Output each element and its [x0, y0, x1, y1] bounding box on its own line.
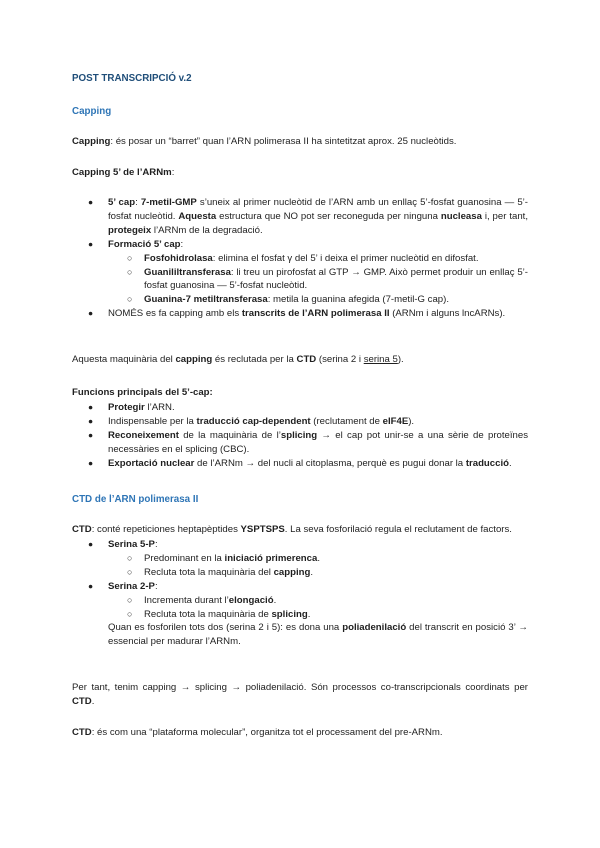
- list-item: ● Serina 5-P: ○ Predominant en la iniciació primerenca. ○ Recluta tota la maquinària del capping.: [72, 538, 528, 580]
- bullet-icon: ●: [88, 238, 94, 249]
- serina2-sublist: [72, 594, 528, 622]
- ctd-summary: Per tant, tenim capping → splicing → poliadenilació. Són processos co-transcripcionals coordinats per CTD.: [72, 682, 528, 707]
- bullet-icon: ●: [88, 539, 94, 549]
- list-item: ● Protegir l’ARN.: [88, 402, 175, 413]
- capping-5-subheading: Capping 5’ de l’ARNm:: [72, 167, 175, 178]
- list-item: ● Exportació nuclear de l’ARNm → del nucli al citoplasma, perquè es pugui donar la traducció.: [88, 457, 512, 469]
- ctd-serine-list: [72, 538, 528, 649]
- bullet-icon: ●: [88, 429, 94, 440]
- serina5-sublist: [72, 552, 528, 580]
- bullet-icon: ●: [88, 457, 94, 468]
- section-heading-ctd: CTD de l’ARN polimerasa II: [72, 494, 199, 505]
- bullet-icon: ●: [88, 415, 94, 426]
- list-item: ● Reconeixement de la maquinària de l’splicing → el cap pot unir-se a una sèrie de proteïnes necessàries en el splicing (CBC).: [88, 429, 528, 455]
- circle-bullet-icon: ○: [127, 294, 133, 305]
- list-item: ● NOMÉS es fa capping amb els transcrits de l’ARN polimerasa II (ARNm i alguns lncARNs).: [88, 308, 506, 320]
- list-item: ● Indispensable per la traducció cap-dependent (reclutament de eIF4E).: [88, 415, 415, 427]
- bullet-icon: ●: [88, 197, 94, 207]
- list-item: ○ Predominant en la iniciació primerenca.: [127, 552, 320, 564]
- list-item: ● Serina 2-P: ○ Incrementa durant l’elongació. ○ Recluta tota la maquinària de splicing. Quan es fosforilen tots dos (serina 2 i 5): es dona una poliadenilació del transcrit en posició 3’ → essencial per madurar l’ARNm.: [72, 580, 528, 650]
- circle-bullet-icon: ○: [127, 266, 133, 277]
- list-item: ○ Recluta tota la maquinària de splicing.: [127, 608, 311, 620]
- bullet-icon: ●: [88, 402, 94, 412]
- list-item: ● Formació 5’ cap: ○ Fosfohidrolasa: elimina el fosfat γ del 5’ i deixa el primer nucleòtid en difosfat. ○ Guanililtransferasa: li treu un pirofosfat al GTP → GMP. Això permet produir un enllaç 5’-fosfat guanosina — 5’-fosfat nucleòtid. ○ Guanina-7 metiltransferasa: metila la guanina afegida (7-metil-G cap).: [72, 238, 528, 308]
- list-item: ○ Guanina-7 metiltransferasa: metila la guanina afegida (7-metil-G cap).: [127, 294, 450, 306]
- capping-recruitment: Aquesta maquinària del capping és reclutada per la CTD (serina 2 i serina 5).: [72, 354, 404, 365]
- list-item: ○ Guanililtransferasa: li treu un pirofosfat al GTP → GMP. Això permet produir un enllaç 5’-fosfat guanosina — 5’-fosfat nucleòtid.: [127, 266, 528, 292]
- funcions-heading: Funcions principals del 5’-cap:: [72, 387, 213, 398]
- section-heading-capping: Capping: [72, 106, 112, 117]
- capping-definition: Capping: és posar un “barret” quan l’ARN polimerasa II ha sintetitzat aprox. 25 nucleòtids.: [72, 136, 457, 147]
- list-item: ● 5’ cap: 7-metil-GMP s’uneix al primer nucleòtid de l’ARN amb un enllaç 5’-fosfat guanosina — 5’-fosfat nucleòtid. Aquesta estructura que NO pot ser reconeguda per ninguna nucleasa i, per tant, protegeix l’ARNm de la degradació.: [88, 197, 528, 236]
- bullet-icon: ●: [88, 308, 94, 319]
- list-item: ○ Incrementa durant l’elongació.: [127, 594, 277, 606]
- list-item: ○ Fosfohidrolasa: elimina el fosfat γ del 5’ i deixa el primer nucleòtid en difosfat.: [127, 252, 479, 264]
- circle-bullet-icon: ○: [127, 608, 133, 619]
- ctd-intro: CTD: conté repeticiones heptapèptides YSPTSPS. La seva fosforilació regula el reclutament de factors.: [72, 524, 512, 535]
- circle-bullet-icon: ○: [127, 594, 133, 605]
- funcions-list: [72, 401, 528, 471]
- circle-bullet-icon: ○: [127, 252, 133, 263]
- ctd-platform: CTD: és com una “plataforma molecular”, organitza tot el processament del pre-ARNm.: [72, 727, 443, 738]
- circle-bullet-icon: ○: [127, 552, 133, 563]
- document-title: POST TRANSCRIPCIÓ v.2: [72, 73, 192, 84]
- bullet-icon: ●: [88, 580, 94, 591]
- capping-bullet-list: [72, 196, 528, 321]
- list-item: ○ Recluta tota la maquinària del capping.: [127, 566, 314, 578]
- formacio-sublist: [72, 252, 528, 308]
- poliadenilacio-note: Quan es fosforilen tots dos (serina 2 i 5): es dona una poliadenilació del transcrit en posició 3’ → essencial per madurar l’ARNm.: [108, 622, 529, 648]
- circle-bullet-icon: ○: [127, 566, 133, 577]
